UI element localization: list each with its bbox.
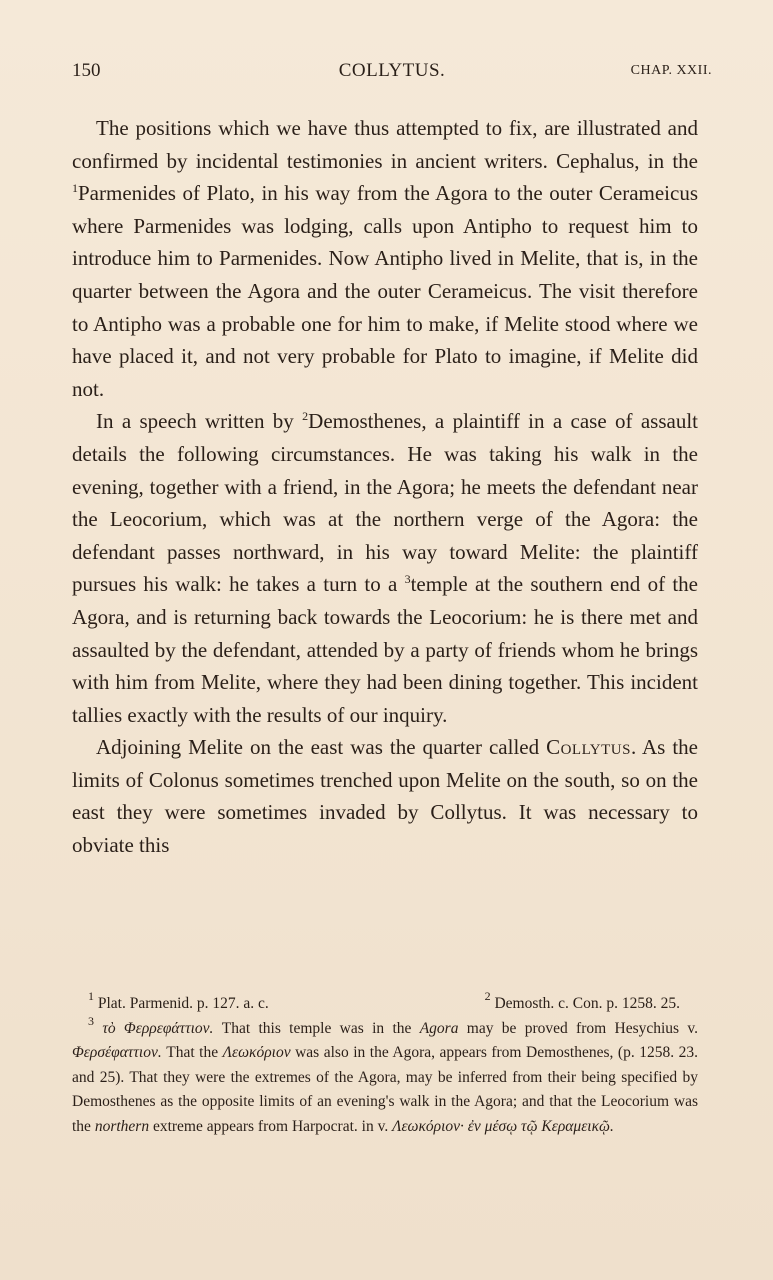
footnote-ref-3: 3 [404,572,411,587]
p2-text-c: temple at the southern end of the Agora, and is returning back towards the Leocorium: he is there met and assaulted by the defendant, attended by a party of friends whom he brings with him from Melite, where they had been dining together. This incident tallies exactly with the results of our inquiry. [72,572,699,727]
footnote-3-greek-b: Φερσέφαττιον. [72,1044,162,1061]
footnote-2 [484,989,680,1017]
footnotes [72,989,699,1139]
footnote-3-text-d: was also in the Agora, appears from Demosthenes, (p. 1258. 23. and 25). That they were the extremes of the Agora, may be inferred from their being specified by Demosthenes as the opposite limits of an evening's walk in the Agora; and that the Leocorium was the [72,1044,698,1135]
footnote-3-text-a: That this temple was in the [213,1019,420,1037]
footnote-1 [88,989,269,1017]
footnote-3-text-e: extreme appears from Harpocrat. in v. [149,1117,393,1135]
footnote-2-num: 2 [484,989,491,1003]
p1-text-a: The positions which we have thus attempted to fix, are illustrated and confirmed by incidental testimonies in ancient writers. Cephalus, in the [72,116,698,173]
footnote-3-italic-b: northern [94,1117,150,1135]
footnotes-1-2 [72,989,698,1017]
footnote-ref-2: 2 [302,409,309,424]
footnote-3-text-b: may be proved from Hesychius v. [458,1019,699,1037]
footnote-3-text-c: That the [161,1044,223,1061]
footnote-1-text: Plat. Parmenid. p. 127. a. c. [97,995,269,1012]
paragraph-3 [72,731,698,861]
page-number: 150 [72,60,101,81]
footnote-3-greek-a: τὸ Φερρεφάττιον. [102,1019,214,1037]
footnote-ref-1: 1 [72,181,78,196]
body-text [72,112,698,862]
collytus-small-caps: Collytus [546,735,631,760]
p2-text-a: In a speech written by [96,409,303,434]
p3-text-b: . As the limits of Colonus sometimes trenched upon Melite on the south, so on the east they were sometimes invaded by Collytus. It was necessary to obviate this [72,735,698,858]
running-head [72,60,712,88]
footnote-3-greek-d: Λεωκόριον· ἐν μέσῳ τῷ Κεραμεικῷ. [392,1117,614,1135]
running-title: COLLYTUS. [338,60,446,81]
footnote-3-greek-c: Λεωκόριον [222,1044,291,1061]
paragraph-1 [72,112,698,405]
chapter-label: CHAP. XXII. [630,63,712,78]
p1-text-b: Parmenides of Plato, in his way from the Agora to the outer Cerameicus where Parmenides was lodging, calls upon Antipho to request him to introduce him to Parmenides. Now Antipho lived in Melite, that is, in the quarter between the Agora and the outer Cerameicus. The visit therefore to Antipho was a probable one for him to make, if Melite stood where we have placed it, and not very probable for Plato to imagine, if Melite did not. [72,181,698,401]
footnote-3 [72,1013,699,1140]
p3-text-a: Adjoining Melite on the east was the quarter called [96,735,547,760]
footnote-3-num: 3 [88,1013,94,1028]
footnote-2-text: Demosth. c. Con. p. 1258. 25. [494,995,680,1012]
paragraph-2 [72,405,698,731]
p2-text-b: Demosthenes, a plaintiff in a case of assault details the following circumstances. He was taking his walk in the evening, together with a friend, in the Agora; he meets the defendant near the Leocorium, which was at the northern verge of the Agora: the defendant passes northward, in his way toward Melite: the plaintiff pursues his walk: he takes a turn to a [72,409,699,597]
footnote-3-italic-a: Agora [419,1019,459,1037]
footnote-1-num: 1 [88,989,94,1003]
